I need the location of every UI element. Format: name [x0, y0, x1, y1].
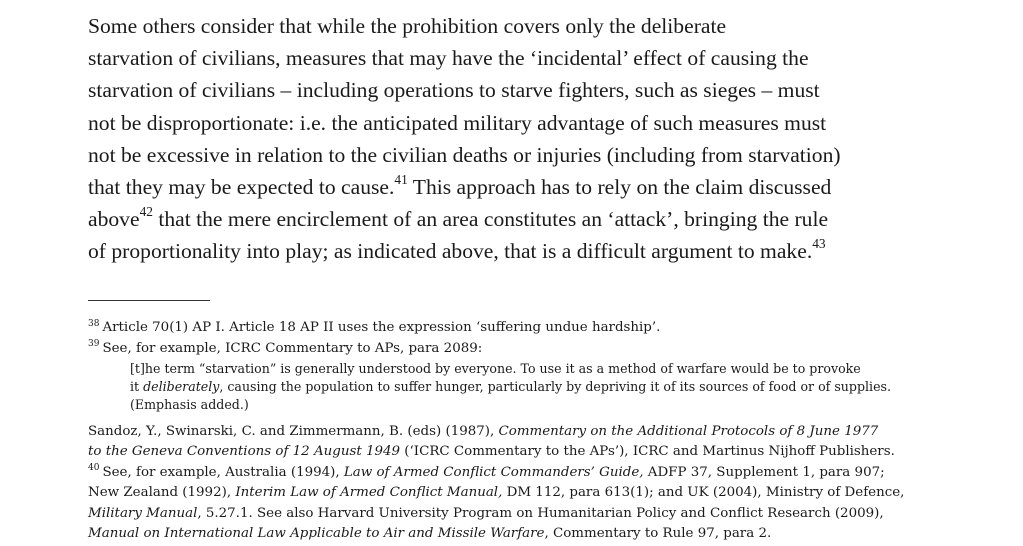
paragraph-line: that they may be expected to cause.$^{41}$ This approach has to rely on the claim discussed	[88, 171, 832, 200]
paragraph-line: starvation of civilians, measures that may have the ‘incidental’ effect of causing the	[88, 46, 809, 71]
block-quote: [t]he term “starvation” is generally understood by everyone. To use it as a method of warfare would be to provoke it deliberately, causing the population to suffer hunger, particularly by depriving it of its sources of food or of supplies. (Emphasis added.)	[130, 361, 891, 413]
paragraph-line: not be excessive in relation to the civilian deaths or injuries (including from starvation)	[88, 142, 841, 167]
document-page	[88, 10, 988, 268]
paragraph-line: Some others consider that while the prohibition covers only the deliberate	[88, 14, 727, 38]
footnote-ref-42[interactable]: 42	[139, 204, 153, 220]
footnote-number: 39	[88, 339, 100, 350]
footnotes	[88, 318, 988, 545]
paragraph-line: above$^{42}$ that the mere encirclement of an area constitutes an ‘attack’, bringing the rule	[88, 204, 829, 232]
citation-line: Sandoz, Y., Swinarski, C. and Zimmermann, B. (eds) (1987), Commentary on the Additional Protocols of 8 June 1977	[88, 423, 879, 439]
footnote-divider	[88, 300, 210, 301]
footnote-38: $^{38}$ Article 70(1) AP I. Article 18 AP II uses the expression ‘suffering undue hardship’.	[88, 318, 661, 335]
paragraph-line: of proportionality into play; as indicated above, that is a difficult argument to make.$^{43}$	[88, 236, 826, 264]
footnote-40: $^{40}$ See, for example, Australia (1994), Law of Armed Conflict Commanders’ Guide, ADFP 37, Supplement 1, para 907;	[88, 463, 885, 480]
citation-line: to the Geneva Conventions of 12 August 1949 (‘ICRC Commentary to the APs’), ICRC and Martinus Nijhoff Publishers.	[88, 444, 895, 460]
main-paragraph	[88, 10, 988, 268]
footnote-ref-41[interactable]: 41	[394, 171, 408, 187]
citation-line: Military Manual, 5.27.1. See also Harvard University Program on Humanitarian Policy and Conflict Research (2009),	[88, 505, 884, 521]
footnote-ref-43[interactable]: 43	[812, 236, 826, 252]
paragraph-line: not be disproportionate: i.e. the anticipated military advantage of such measures must	[88, 110, 827, 135]
footnote-number: 40	[88, 463, 100, 474]
citation-line: Manual on International Law Applicable to Air and Missile Warfare, Commentary to Rule 97, para 2.	[88, 526, 772, 542]
paragraph-line: starvation of civilians – including operations to starve fighters, such as sieges – must	[88, 78, 820, 103]
footnote-39: $^{39}$ See, for example, ICRC Commentary to APs, para 2089:	[88, 339, 483, 356]
citation-line: New Zealand (1992), Interim Law of Armed Conflict Manual, DM 112, para 613(1); and UK (2004), Ministry of Defence,	[88, 485, 905, 501]
footnote-number: 38	[88, 318, 100, 329]
